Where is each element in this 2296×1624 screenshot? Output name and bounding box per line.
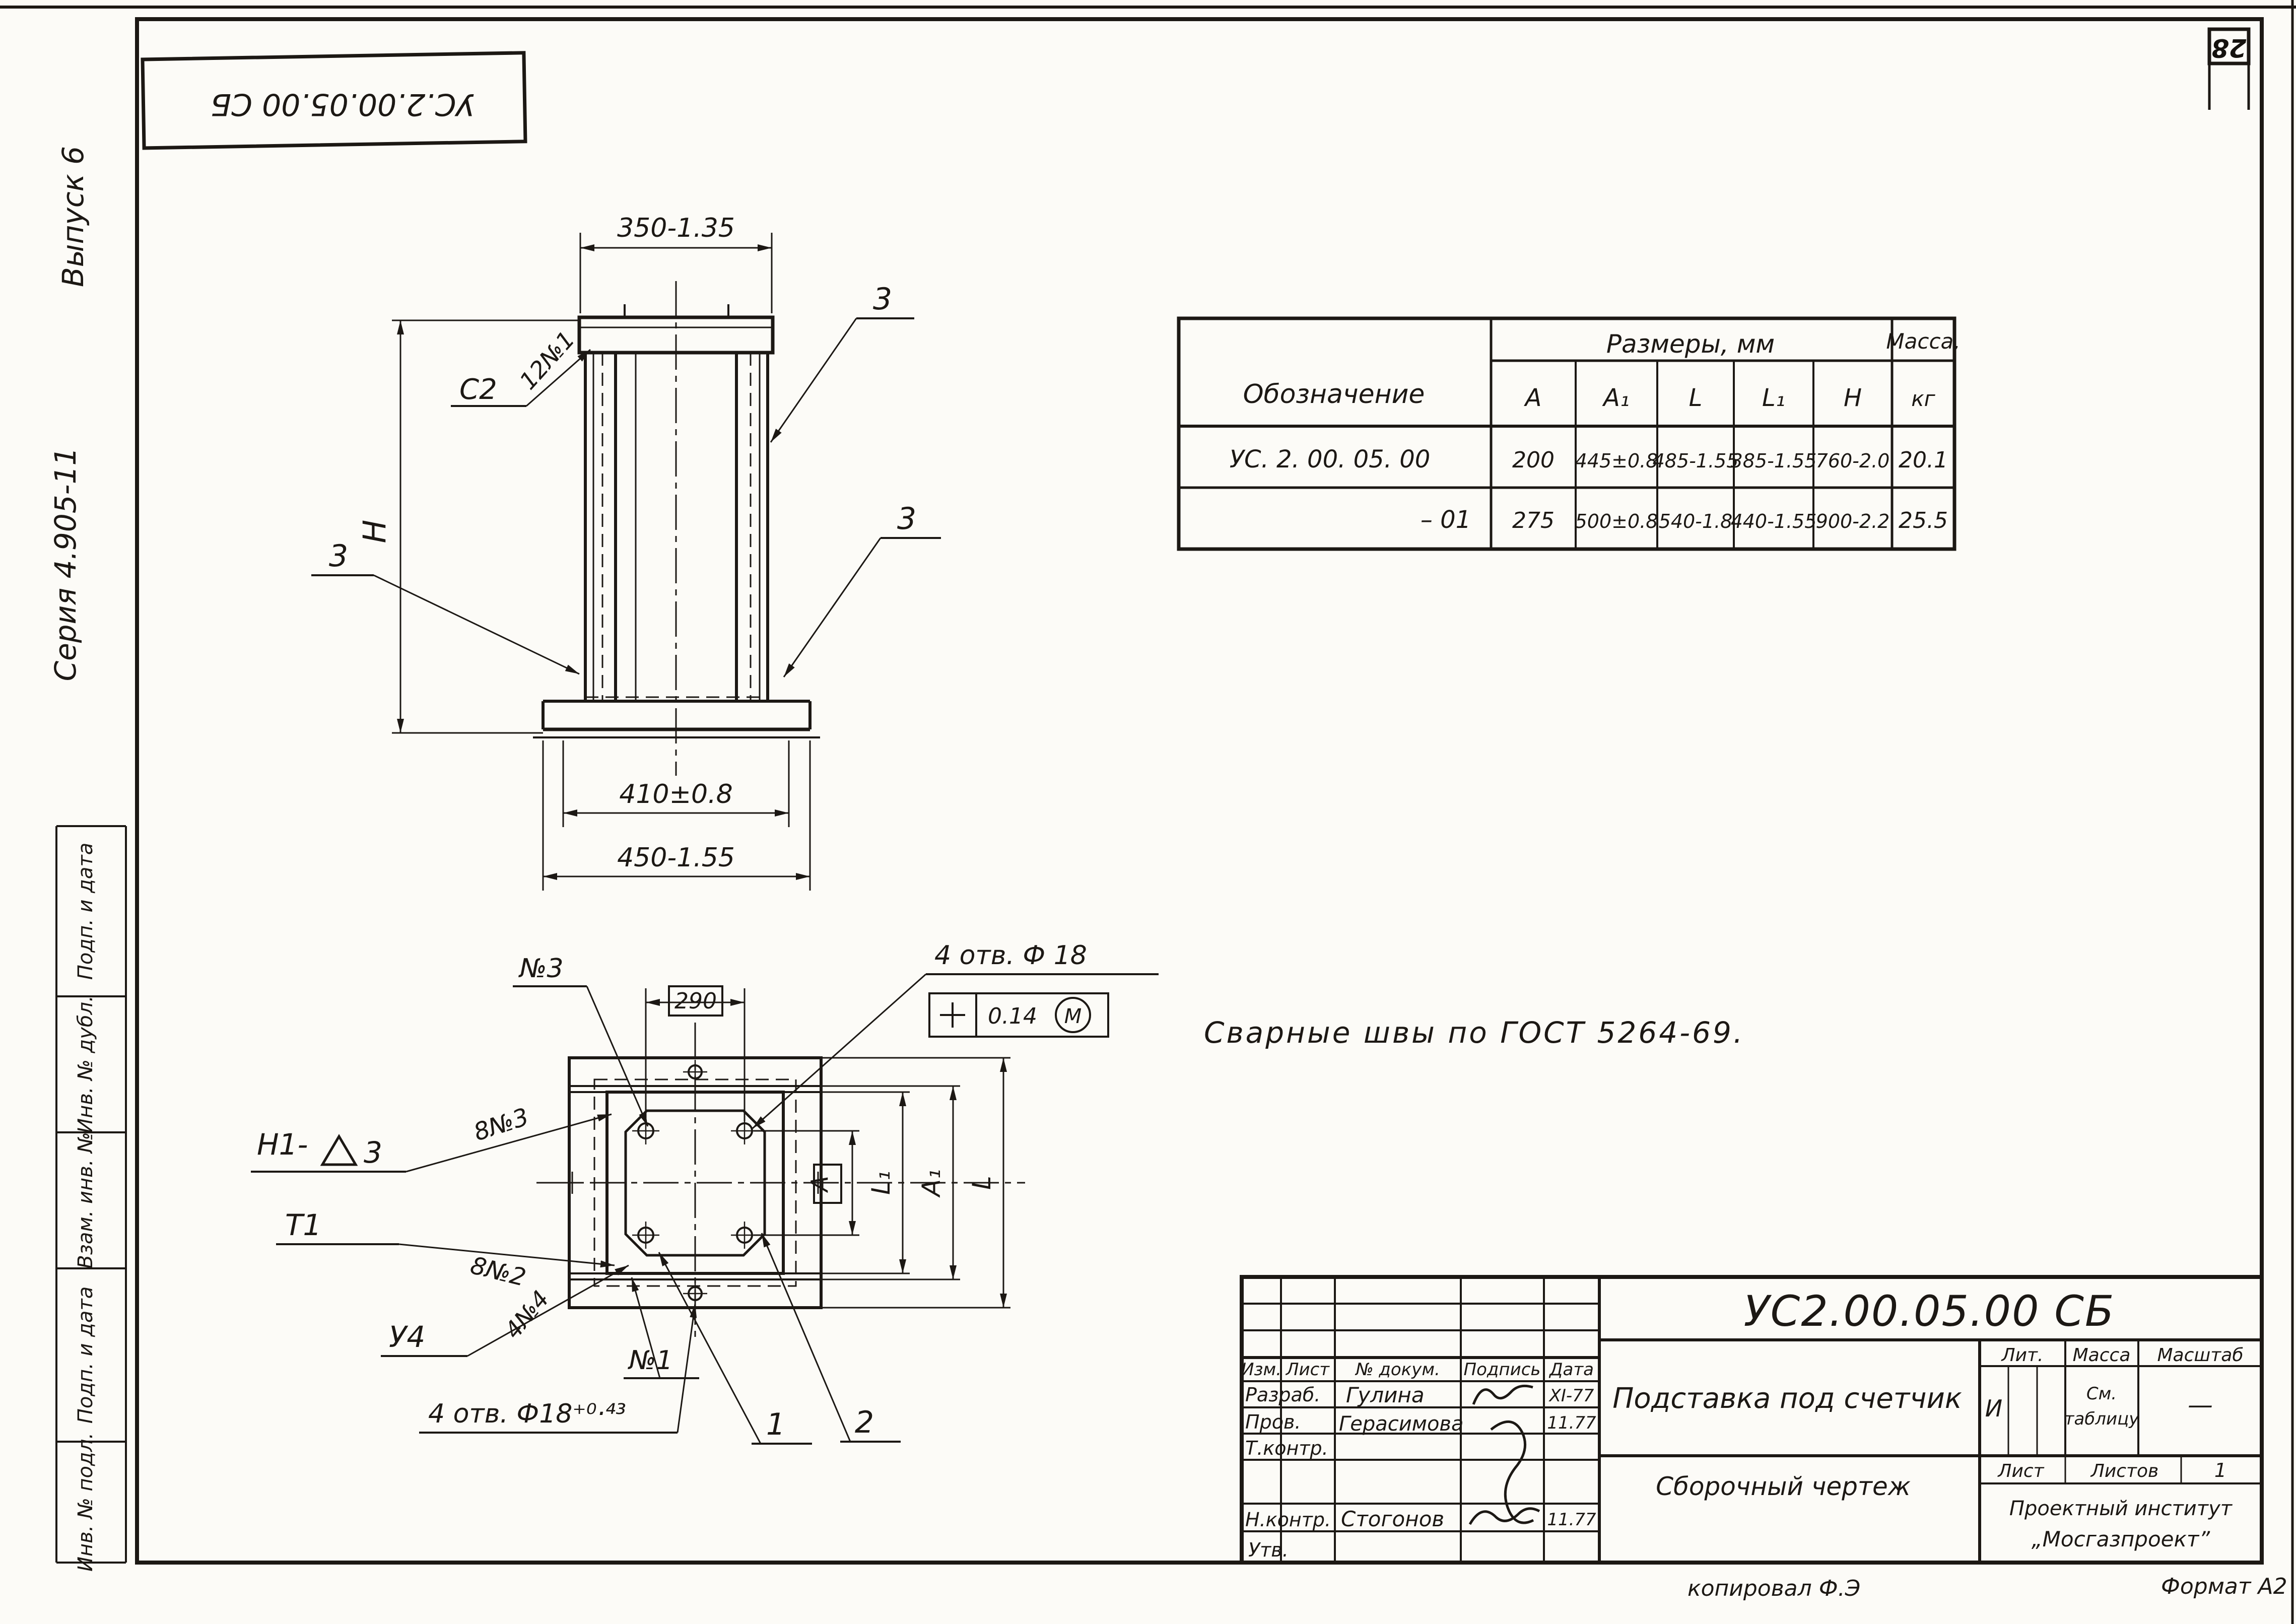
plan-dim-a1: А₁ [917, 1169, 946, 1197]
table-col-h: Н [1843, 384, 1862, 412]
dimension-table [1179, 318, 1961, 549]
tb-sheet-label: Лист [1998, 1461, 2044, 1481]
cell-designation: УС. 2. 00. 05. 00 [1229, 445, 1431, 473]
tb-date-razrab: XI-77 [1549, 1386, 1594, 1406]
weld-note: Сварные швы по ГОСТ 5264-69. [1204, 1016, 1745, 1050]
cell-h: 900-2.2 [1815, 510, 1890, 532]
plan-label-no1: №1 [629, 1345, 673, 1376]
cell-a1: 500±0.8 [1575, 510, 1658, 532]
cell-l: 485-1.55 [1652, 450, 1739, 472]
tb-head-izm: Изм. [1241, 1360, 1281, 1380]
plan-weld-u4: У4 [389, 1320, 426, 1354]
cell-mass: 20.1 [1899, 447, 1948, 473]
tb-head-list: Лист [1286, 1360, 1330, 1380]
tb-date-nkontr: 11.77 [1547, 1510, 1596, 1530]
plan-item-1: 1 [766, 1407, 786, 1442]
margin-box-label: Инв. № дубл. [74, 995, 97, 1133]
tb-mass-header: Масса [2072, 1345, 2131, 1366]
plan-label-no3: №3 [519, 954, 564, 984]
table-col-designation: Обозначение [1243, 379, 1425, 410]
tb-head-date: Дата [1549, 1360, 1594, 1380]
weld-triangle-icon [322, 1136, 356, 1165]
plan-dim-290: 290 [674, 988, 717, 1014]
tb-scale-header: Масштаб [2157, 1345, 2244, 1366]
front-dim-top: 350-1.35 [617, 213, 735, 243]
front-item-3: 3 [328, 538, 349, 574]
stamp-doc-number: УС.2.00.05.00 СБ [210, 87, 475, 122]
tb-head-doc: № докум. [1356, 1360, 1440, 1380]
front-dim-410: 410±0.8 [619, 779, 733, 809]
tb-mass-value-1: См. [2086, 1384, 2117, 1404]
plan-datum-a: А [806, 1176, 833, 1192]
plan-weld-u4-count: 4№4 [499, 1285, 555, 1344]
plan-weld-t1-count: 8№2 [467, 1251, 529, 1293]
left-stamp-boxes [56, 826, 126, 1572]
front-dim-height: H [356, 519, 393, 544]
front-dim-450: 450-1.55 [617, 843, 735, 873]
tb-org-line1: Проектный институт [2009, 1497, 2233, 1520]
tb-title: Подставка под счетчик [1612, 1382, 1962, 1415]
page-number-box [2209, 29, 2249, 110]
position-tolerance-icon [940, 1002, 965, 1028]
tb-scale-value: — [2188, 1390, 2213, 1419]
cell-a: 275 [1512, 508, 1555, 533]
tb-subtitle: Сборочный чертеж [1656, 1472, 1911, 1501]
table-col-l: L [1689, 384, 1703, 412]
plan-holes-base: 4 отв. Ф18⁺⁰·⁴³ [428, 1399, 626, 1429]
plan-dim-l: L [967, 1176, 996, 1190]
plan-weld-t1: Т1 [285, 1208, 322, 1242]
tb-role-prov: Пров. [1245, 1411, 1301, 1433]
cell-a: 200 [1512, 447, 1555, 473]
title-block [1241, 1277, 2262, 1563]
top-left-stamp [143, 53, 525, 148]
cell-h: 760-2.0 [1815, 450, 1890, 472]
tolerance-value: 0.14 [988, 1003, 1037, 1029]
margin-issue: Выпуск 6 [56, 146, 90, 288]
tb-name-razrab: Гулина [1346, 1383, 1425, 1407]
tb-head-sign: Подпись [1463, 1360, 1541, 1380]
margin-box-label: Взам. инв. № [74, 1132, 97, 1269]
format-note: Формат А2 [2161, 1574, 2287, 1599]
table-col-l1: L₁ [1762, 384, 1785, 412]
material-condition-m: М [1064, 1005, 1082, 1028]
copied-by-note: копировал Ф.Э [1687, 1576, 1861, 1601]
margin-box-label: Инв. № подл. [74, 1433, 97, 1572]
left-margin [48, 146, 90, 681]
front-view [311, 213, 941, 891]
tb-org-line2: „Мосгазпроект” [2031, 1527, 2210, 1551]
front-weld-c2-count: 12№1 [514, 325, 580, 395]
plan-item-2: 2 [854, 1405, 874, 1440]
cell-l1: 440-1.55 [1730, 510, 1817, 532]
cell-designation: – 01 [1420, 506, 1471, 534]
table-col-sizes: Размеры, мм [1606, 329, 1775, 359]
tb-role-nkontr: Н.контр. [1245, 1509, 1331, 1531]
tb-doc-number: УС2.00.05.00 СБ [1743, 1287, 2115, 1336]
cell-l1: 385-1.55 [1730, 450, 1817, 472]
plan-dim-l1: L₁ [866, 1171, 896, 1195]
page-number: 28 [2211, 33, 2247, 62]
tb-role-utv: Утв. [1248, 1539, 1289, 1561]
table-row [1421, 506, 1948, 534]
tb-role-razrab: Разраб. [1245, 1384, 1321, 1406]
margin-box-label: Подп. и дата [74, 842, 97, 980]
tb-mass-value-2: таблицу [2064, 1409, 2139, 1429]
tb-sheets-label: Листов [2090, 1461, 2159, 1481]
table-row [1230, 445, 1948, 473]
plan-weld-h1-grade: 3 [364, 1135, 382, 1170]
plan-view [251, 940, 1159, 1444]
tb-date-prov: 11.77 [1547, 1413, 1596, 1433]
tb-sheets-value: 1 [2214, 1459, 2227, 1481]
cell-l: 540-1.8 [1658, 510, 1733, 532]
tb-role-tkontr: Т.контр. [1245, 1437, 1328, 1459]
front-item-3: 3 [872, 282, 893, 317]
margin-box-label: Подп. и дата [74, 1286, 97, 1424]
plan-holes-top: 4 отв. Ф 18 [934, 940, 1087, 971]
tb-name-prov: Герасимова [1339, 1412, 1464, 1436]
tb-lit-header: Лит. [2001, 1345, 2044, 1366]
front-weld-c2: С2 [459, 373, 497, 406]
plan-weld-h1: Н1- [257, 1127, 308, 1162]
front-item-3: 3 [897, 501, 917, 536]
table-col-a: А [1525, 384, 1542, 412]
margin-series: Серия 4.905-11 [48, 447, 83, 682]
position-tolerance-frame [929, 993, 1108, 1037]
signature [1473, 1386, 1533, 1404]
plan-weld-h1-count: 8№3 [470, 1103, 532, 1147]
tb-lit-value: И [1985, 1395, 2003, 1422]
cell-a1: 445±0.8 [1575, 450, 1658, 472]
tb-name-nkontr: Стогонов [1341, 1507, 1445, 1531]
table-col-mass: Масса, [1886, 329, 1961, 354]
table-col-a1: А₁ [1603, 384, 1630, 412]
cell-mass: 25.5 [1899, 508, 1948, 533]
table-col-mass-unit: кг [1911, 386, 1935, 411]
